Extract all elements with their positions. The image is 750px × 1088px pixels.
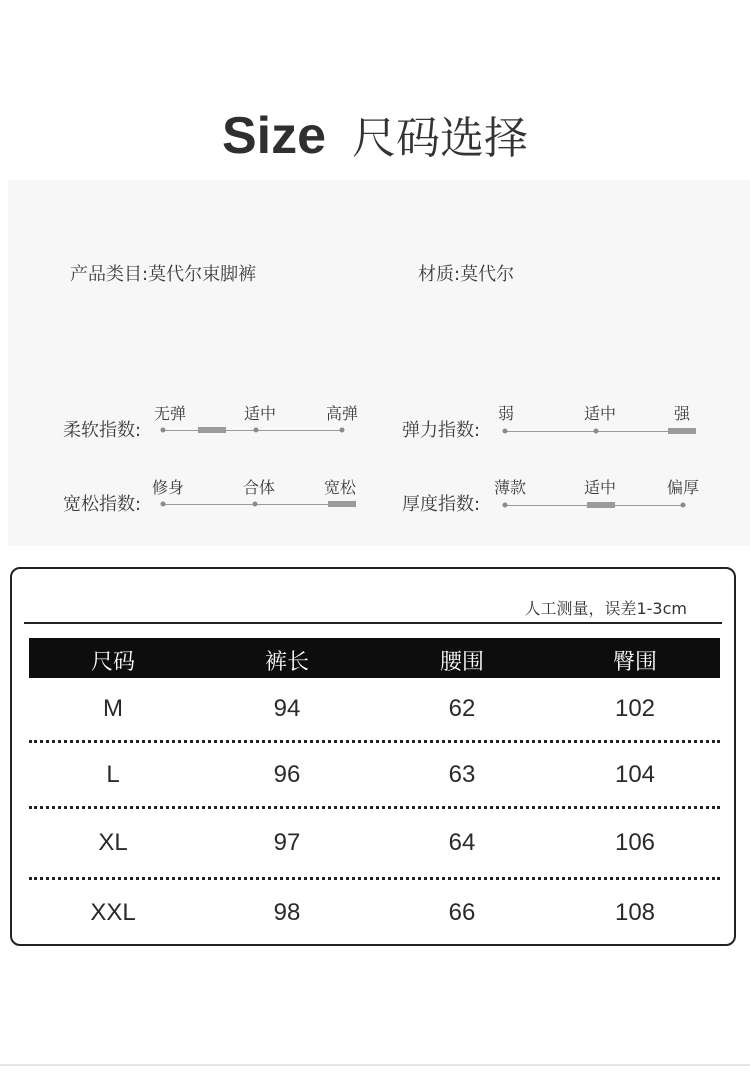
- cell-waist: 66: [448, 899, 476, 926]
- header-waist: 腰围: [439, 650, 484, 675]
- measurement-note: 人工测量，误差1-3cm: [524, 599, 687, 618]
- material-label: 材质:: [418, 264, 461, 285]
- cell-size: M: [103, 695, 123, 722]
- tick-label: 强: [673, 404, 691, 423]
- title-zh: 尺码选择: [352, 113, 529, 164]
- cell-hip: 106: [614, 829, 656, 856]
- scale-dot: [161, 502, 166, 507]
- header-hip: 臀围: [612, 650, 657, 675]
- material-value: 莫代尔: [460, 264, 515, 285]
- selected-indicator: [668, 428, 696, 434]
- material-info: [418, 260, 514, 286]
- table-row: [12, 695, 734, 755]
- selected-indicator: [328, 501, 356, 507]
- index-label: 宽松指数:: [63, 494, 142, 515]
- cell-hip: 108: [614, 899, 656, 926]
- tick-label: 无弹: [153, 404, 187, 423]
- row-divider: [29, 740, 720, 743]
- tick-label: 合体: [242, 478, 276, 497]
- category-value: 莫代尔束脚裤: [148, 264, 257, 285]
- selected-indicator: [198, 427, 226, 433]
- category-label: 产品类目:: [70, 264, 149, 285]
- cell-length: 97: [273, 829, 301, 856]
- scale-dot: [681, 503, 686, 508]
- footer-divider: [0, 1064, 750, 1066]
- page-title: [0, 102, 750, 166]
- cell-length: 98: [273, 899, 301, 926]
- row-divider: [29, 877, 720, 880]
- tick-label: 高弹: [325, 404, 359, 423]
- divider: [24, 622, 722, 624]
- cell-waist: 64: [448, 829, 476, 856]
- index-label: 柔软指数:: [63, 420, 142, 441]
- scale-dot: [253, 502, 258, 507]
- cell-waist: 63: [448, 761, 476, 788]
- scale-line: [163, 504, 353, 505]
- size-table: [10, 567, 736, 946]
- header-size: 尺码: [90, 650, 135, 675]
- table-header: [29, 638, 720, 678]
- scale-dot: [503, 503, 508, 508]
- cell-length: 94: [273, 695, 301, 722]
- table-row: [12, 829, 734, 889]
- index-label: 弹力指数:: [402, 420, 481, 441]
- cell-hip: 104: [614, 761, 656, 788]
- table-row: [12, 899, 734, 959]
- tick-label: 弱: [497, 404, 515, 423]
- cell-size: XXL: [90, 899, 136, 926]
- cell-hip: 102: [614, 695, 656, 722]
- tick-label: 薄款: [493, 478, 527, 497]
- scale-dot: [503, 429, 508, 434]
- scale-dot: [594, 429, 599, 434]
- tick-label: 适中: [583, 404, 617, 423]
- scale-dot: [340, 428, 345, 433]
- cell-size: L: [106, 761, 120, 788]
- title-en: Size: [221, 107, 327, 165]
- scale-line: [505, 431, 695, 432]
- tick-label: 修身: [151, 478, 185, 497]
- cell-length: 96: [273, 761, 301, 788]
- tick-label: 偏厚: [666, 478, 700, 497]
- scale-dot: [161, 428, 166, 433]
- tick-label: 适中: [583, 478, 617, 497]
- category-info: [70, 260, 256, 286]
- header-length: 裤长: [264, 650, 309, 675]
- selected-indicator: [587, 502, 615, 508]
- cell-size: XL: [98, 829, 128, 856]
- index-label: 厚度指数:: [402, 494, 481, 515]
- product-info-panel: [8, 180, 750, 546]
- tick-label: 适中: [243, 404, 277, 423]
- cell-waist: 62: [448, 695, 476, 722]
- tick-label: 宽松: [323, 478, 357, 497]
- scale-dot: [254, 428, 259, 433]
- table-row: [12, 761, 734, 821]
- row-divider: [29, 806, 720, 809]
